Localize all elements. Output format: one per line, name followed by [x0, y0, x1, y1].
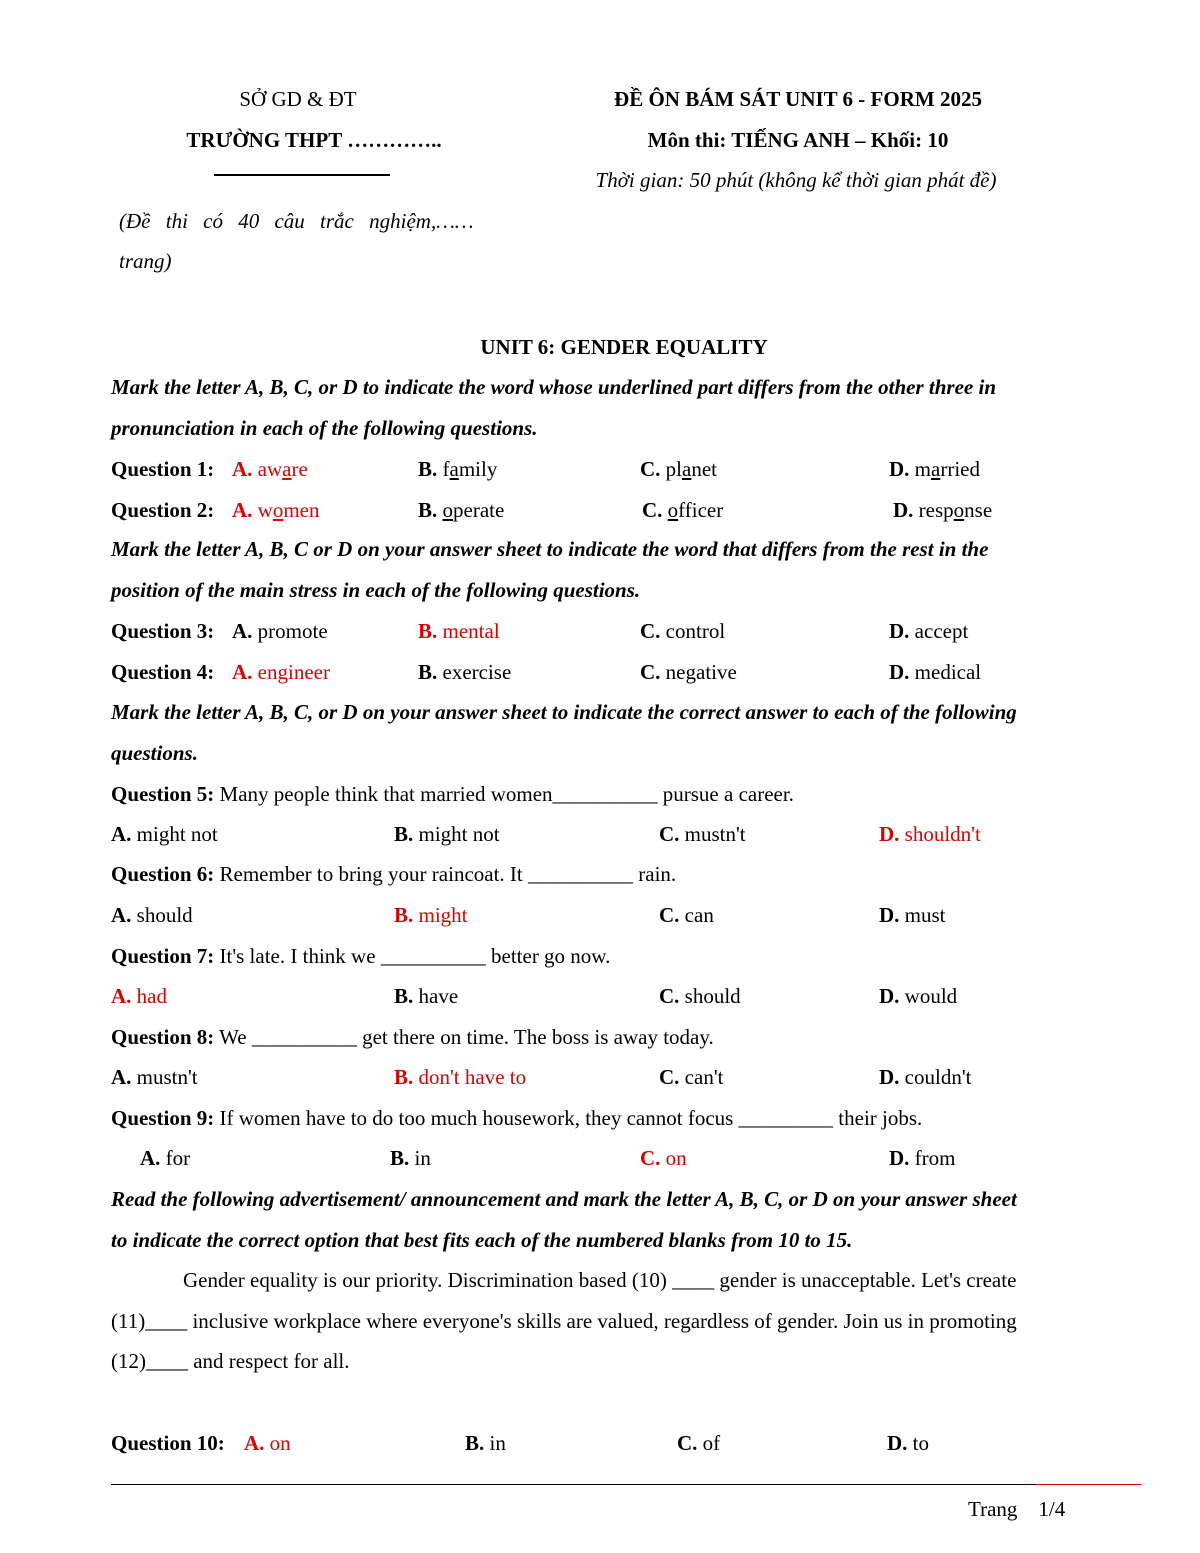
- question-2-option-b[interactable]: B. operate: [418, 498, 505, 522]
- question-6-stem: Question 6: Remember to bring your raincoat. It __________ rain.: [111, 862, 677, 886]
- question-1-option-b[interactable]: B. family: [418, 457, 498, 481]
- question-5-option-b[interactable]: B. might not: [394, 822, 500, 846]
- question-3-option-d[interactable]: D. accept: [889, 619, 969, 643]
- question-7-stem: Question 7: It's late. I think we __________ better go now.: [111, 944, 611, 968]
- question-6-option-d[interactable]: D. must: [879, 903, 946, 927]
- question-1-option-a[interactable]: A. aware: [232, 457, 308, 481]
- exam-note-line2: trang): [119, 249, 172, 273]
- footer-divider: [111, 1484, 1036, 1485]
- question-2-label: Question 2:: [111, 498, 215, 522]
- question-4-label: Question 4:: [111, 660, 215, 684]
- question-10-label: Question 10:: [111, 1431, 225, 1455]
- question-1-option-c[interactable]: C. planet: [640, 457, 717, 481]
- passage-line2: (11)____ inclusive workplace where everyone's skills are valued, regardless of gender. Join us in promoting: [111, 1309, 1017, 1333]
- question-10-option-c[interactable]: C. of: [677, 1431, 721, 1455]
- section2-instruction-line1: Mark the letter A, B, C or D on your answer sheet to indicate the word that differs from the rest in the: [111, 537, 989, 561]
- question-7-option-a[interactable]: A. had: [111, 984, 167, 1008]
- question-1-option-d[interactable]: D. married: [889, 457, 980, 481]
- question-5-option-a[interactable]: A. might not: [111, 822, 218, 846]
- question-4-option-c[interactable]: C. negative: [640, 660, 737, 684]
- department-name: SỞ GD & ĐT: [239, 87, 357, 111]
- question-8-option-d[interactable]: D. couldn't: [879, 1065, 972, 1089]
- exam-time: Thời gian: 50 phút (không kể thời gian phát đề): [595, 168, 997, 192]
- question-5-option-d[interactable]: D. shouldn't: [879, 822, 981, 846]
- question-9-option-a[interactable]: A. for: [140, 1146, 191, 1170]
- unit-title: UNIT 6: GENDER EQUALITY: [480, 335, 768, 359]
- question-9-option-c[interactable]: C. on: [640, 1146, 687, 1170]
- question-4-option-a[interactable]: A. engineer: [232, 660, 330, 684]
- exam-note-line1: (Đề thi có 40 câu trắc nghiệm,……: [119, 209, 474, 233]
- question-10-option-d[interactable]: D. to: [887, 1431, 930, 1455]
- question-8-option-c[interactable]: C. can't: [659, 1065, 724, 1089]
- exam-title: ĐỀ ÔN BÁM SÁT UNIT 6 - FORM 2025: [614, 87, 982, 111]
- question-6-option-a[interactable]: A. should: [111, 903, 193, 927]
- section4-instruction-line2: to indicate the correct option that best fits each of the numbered blanks from 10 to 15.: [111, 1228, 853, 1252]
- question-8-option-b[interactable]: B. don't have to: [394, 1065, 527, 1089]
- question-6-option-c[interactable]: C. can: [659, 903, 714, 927]
- question-5-option-c[interactable]: C. mustn't: [659, 822, 746, 846]
- question-2-option-a[interactable]: A. women: [232, 498, 320, 522]
- question-8-stem: Question 8: We __________ get there on time. The boss is away today.: [111, 1025, 714, 1049]
- exam-subject: Môn thi: TIẾNG ANH – Khối: 10: [647, 128, 949, 152]
- header-divider: [214, 174, 390, 176]
- question-9-stem: Question 9: If women have to do too much housework, they cannot focus _________ their jobs.: [111, 1106, 923, 1130]
- question-3-option-c[interactable]: C. control: [640, 619, 726, 643]
- question-7-option-d[interactable]: D. would: [879, 984, 958, 1008]
- question-4-option-b[interactable]: B. exercise: [418, 660, 512, 684]
- question-10-option-b[interactable]: B. in: [465, 1431, 506, 1455]
- school-name: TRƯỜNG THPT …………..: [186, 128, 442, 152]
- passage-line3: (12)____ and respect for all.: [111, 1349, 350, 1373]
- question-9-option-d[interactable]: D. from: [889, 1146, 956, 1170]
- question-6-option-b[interactable]: B. might: [394, 903, 468, 927]
- question-7-option-b[interactable]: B. have: [394, 984, 459, 1008]
- question-3-option-b[interactable]: B. mental: [418, 619, 500, 643]
- question-2-option-c[interactable]: C. officer: [642, 498, 724, 522]
- section3-instruction-line1: Mark the letter A, B, C, or D on your answer sheet to indicate the correct answer to each of the following: [111, 700, 1017, 724]
- question-7-option-c[interactable]: C. should: [659, 984, 741, 1008]
- section2-instruction-line2: position of the main stress in each of the following questions.: [111, 578, 641, 602]
- section1-instruction-line2: pronunciation in each of the following questions.: [111, 416, 538, 440]
- question-4-option-d[interactable]: D. medical: [889, 660, 982, 684]
- question-10-option-a[interactable]: A. on: [244, 1431, 291, 1455]
- section1-instruction-line1: Mark the letter A, B, C, or D to indicate the word whose underlined part differs from the other three in: [111, 375, 996, 399]
- question-2-option-d[interactable]: D. response: [893, 498, 993, 522]
- footer-divider-accent: [1036, 1484, 1141, 1485]
- question-8-option-a[interactable]: A. mustn't: [111, 1065, 198, 1089]
- question-1-label: Question 1:: [111, 457, 215, 481]
- question-5-stem: Question 5: Many people think that married women__________ pursue a career.: [111, 782, 794, 806]
- passage-line1: Gender equality is our priority. Discrimination based (10) ____ gender is unacceptable. Let's create: [183, 1268, 1017, 1292]
- page-number: Trang 1/4: [968, 1497, 1066, 1521]
- section4-instruction-line1: Read the following advertisement/ announcement and mark the letter A, B, C, or D on your answer sheet: [111, 1187, 1017, 1211]
- question-3-option-a[interactable]: A. promote: [232, 619, 328, 643]
- question-3-label: Question 3:: [111, 619, 215, 643]
- section3-instruction-line2: questions.: [111, 741, 198, 765]
- question-9-option-b[interactable]: B. in: [390, 1146, 431, 1170]
